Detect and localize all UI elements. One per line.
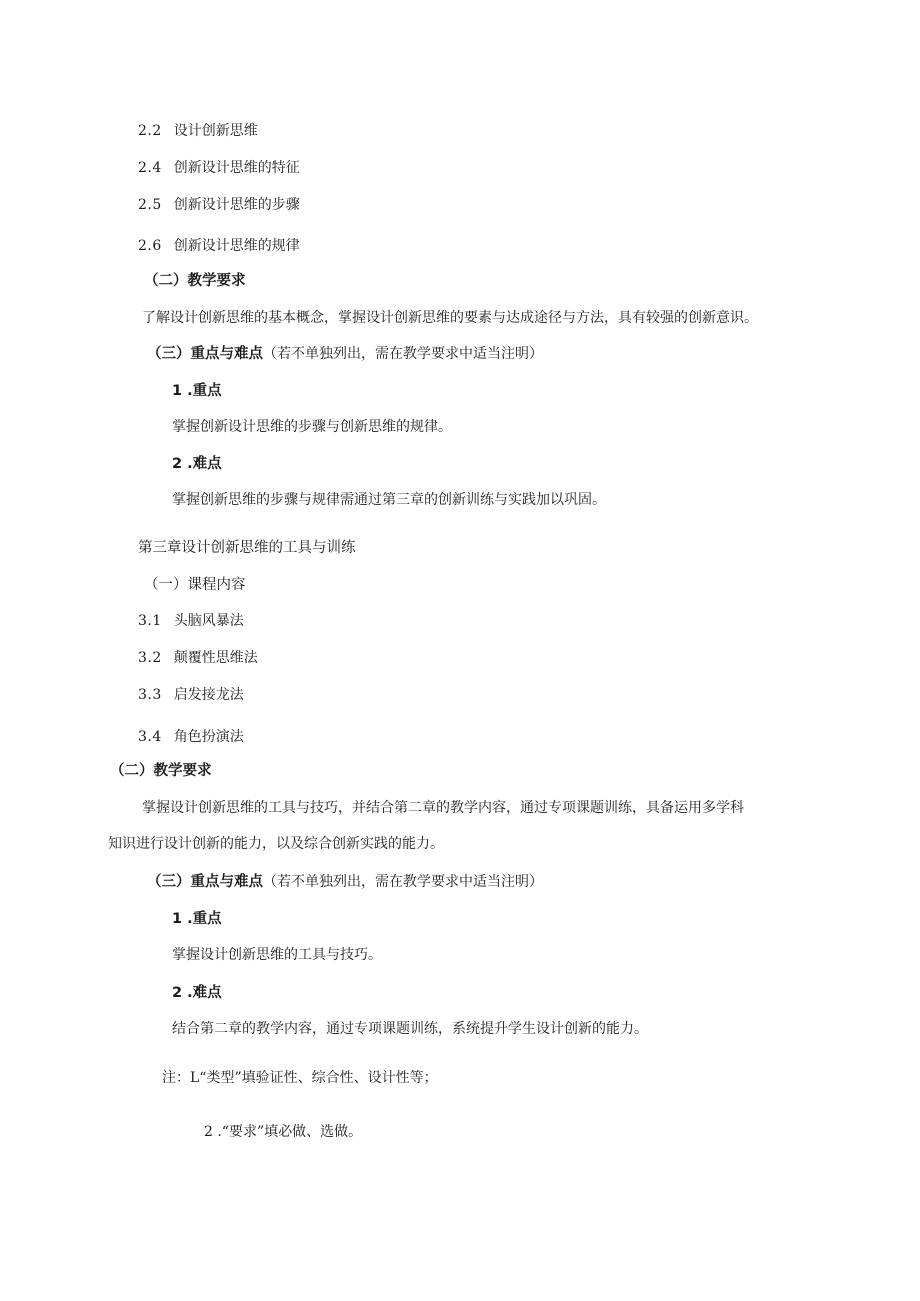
list-item <box>138 685 244 705</box>
item-text: 创新设计思维的特征 <box>173 160 300 176</box>
section-heading <box>147 344 543 364</box>
list-item <box>138 158 300 178</box>
item-number: 3.3 <box>138 687 162 703</box>
footnote: 注：L“类型”填验证性、综合性、设计性等； <box>162 1070 438 1086</box>
item-text: 颠覆性思维法 <box>173 650 258 666</box>
list-item <box>138 648 258 668</box>
item-number: 2.2 <box>138 123 162 139</box>
item-text: 创新设计思维的规律 <box>173 238 300 254</box>
paragraph: 结合第二章的教学内容，通过专项课题训练，系统提升学生设计创新的能力。 <box>172 1021 648 1037</box>
chapter-title: 第三章设计创新思维的工具与训练 <box>138 540 356 556</box>
paragraph: 了解设计创新思维的基本概念，掌握设计创新思维的要素与达成途径与方法，具有较强的创新意识。 <box>142 310 758 326</box>
heading-bold: （三）重点与难点 <box>147 346 263 362</box>
heading-bold: （三）重点与难点 <box>147 874 263 890</box>
section-heading: （二）教学要求 <box>110 763 212 779</box>
item-number: 3.2 <box>138 650 162 666</box>
paragraph: 知识进行设计创新的能力，以及综合创新实践的能力。 <box>108 836 444 852</box>
paragraph: 掌握设计创新思维的工具与技巧，并结合第二章的教学内容，通过专项课题训练，具备运用多学科 <box>142 800 744 816</box>
list-item <box>138 121 258 141</box>
heading-note: （若不单独列出，需在教学要求中适当注明） <box>263 346 543 362</box>
sub-heading: 1 .重点 <box>172 911 222 927</box>
item-text: 启发接龙法 <box>173 687 244 703</box>
item-text: 创新设计思维的步骤 <box>173 197 300 213</box>
list-item <box>138 195 300 215</box>
item-number: 3.1 <box>138 613 162 629</box>
item-number: 3.4 <box>138 729 162 745</box>
item-text: 头脑风暴法 <box>173 613 244 629</box>
item-text: 设计创新思维 <box>173 123 258 139</box>
list-item <box>138 236 300 256</box>
section-heading: （一）课程内容 <box>144 577 246 593</box>
paragraph: 掌握设计创新思维的工具与技巧。 <box>172 947 382 963</box>
heading-note: （若不单独列出，需在教学要求中适当注明） <box>263 874 543 890</box>
section-heading: （二）教学要求 <box>144 273 246 289</box>
item-number: 2.6 <box>138 238 162 254</box>
item-text: 角色扮演法 <box>173 729 244 745</box>
paragraph: 掌握创新思维的步骤与规律需通过第三章的创新训练与实践加以巩固。 <box>172 492 606 508</box>
footnote: 2 .“要求”填必做、选做。 <box>204 1124 363 1140</box>
sub-heading: 2 .难点 <box>172 985 222 1001</box>
section-heading <box>147 872 543 892</box>
item-number: 2.4 <box>138 160 162 176</box>
sub-heading: 1 .重点 <box>172 383 222 399</box>
paragraph: 掌握创新设计思维的步骤与创新思维的规律。 <box>172 419 452 435</box>
item-number: 2.5 <box>138 197 162 213</box>
list-item <box>138 611 244 631</box>
list-item <box>138 727 244 747</box>
sub-heading: 2 .难点 <box>172 456 222 472</box>
